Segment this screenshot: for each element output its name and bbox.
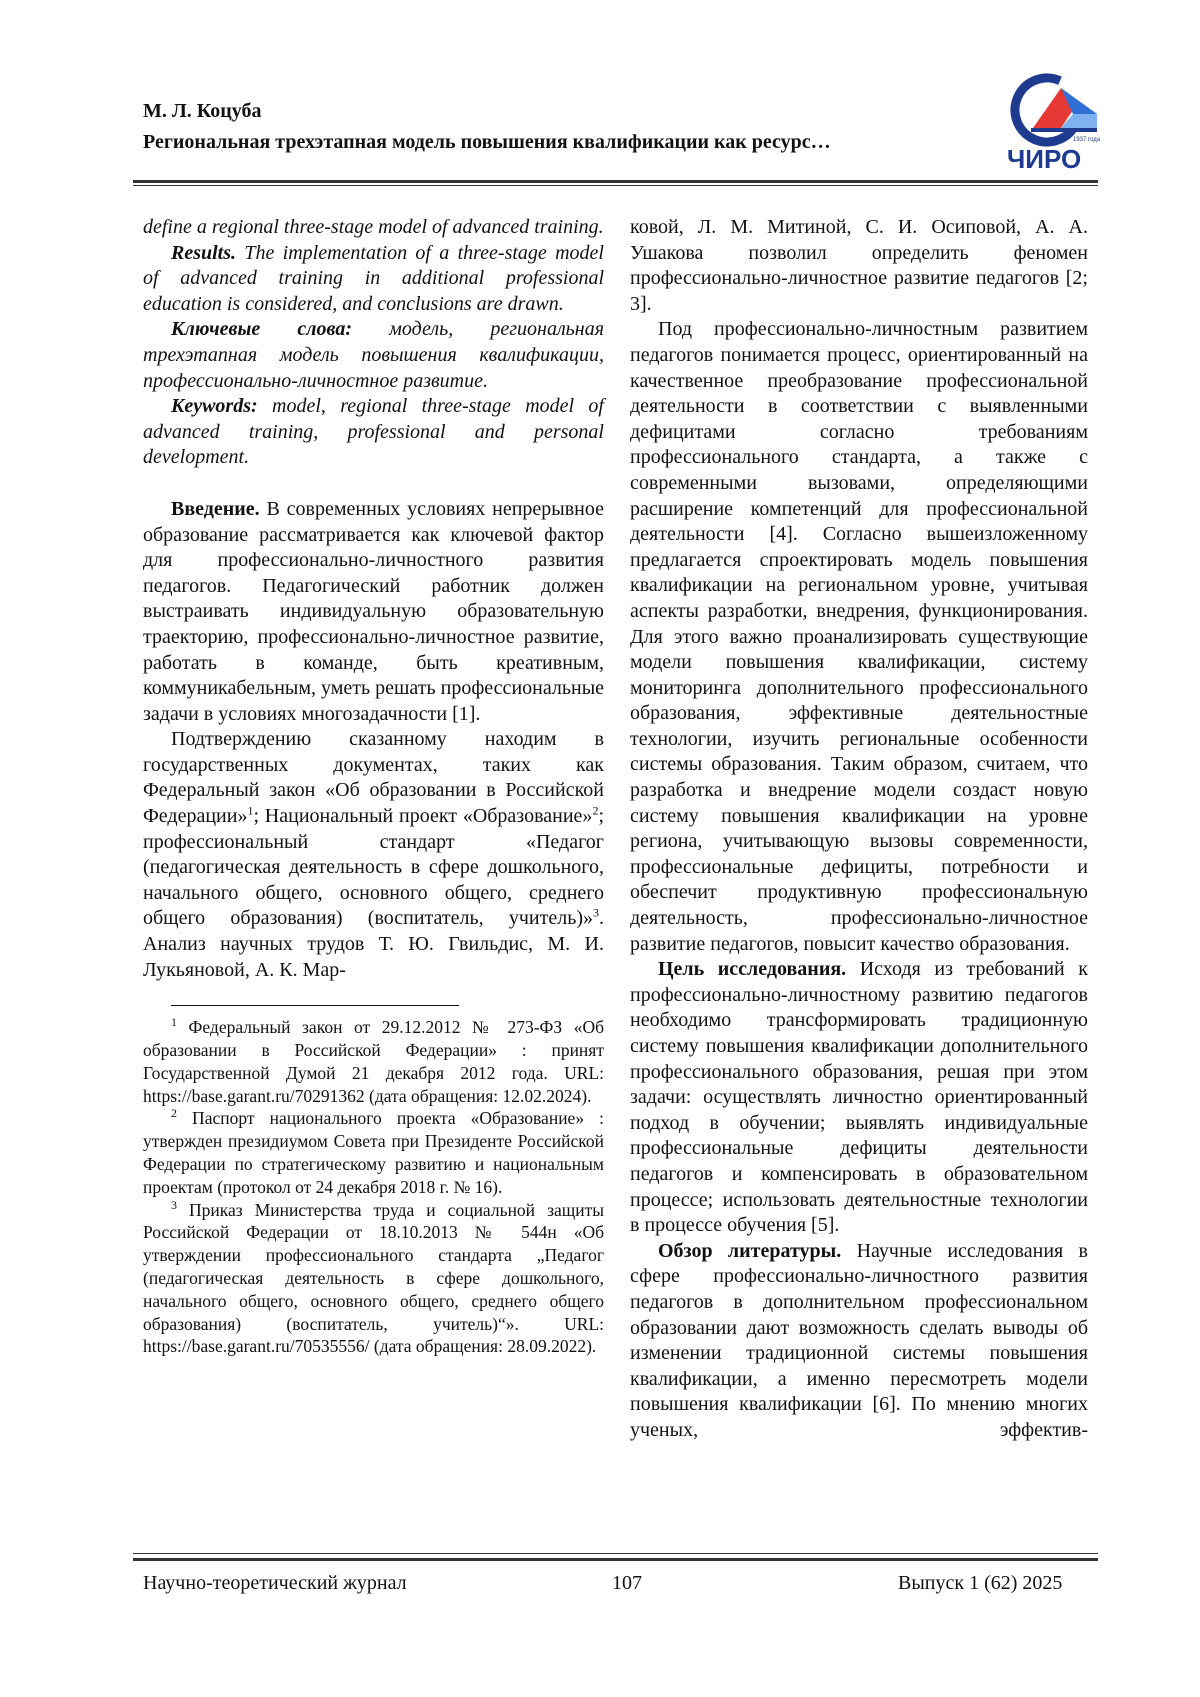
keywords-en-text: model, regional three-stage model of advanced training, professional and personal development. xyxy=(143,395,604,469)
keywords-en-label: Keywords: xyxy=(171,395,258,418)
chiro-logo-icon xyxy=(1003,70,1103,175)
footer-rule-thick xyxy=(133,1558,1098,1561)
goal-text: Исходя из требований к профессионально-личностному развитию педагогов необходимо трансформировать традиционную систему повышения квалификации дополнительного профессионального образования, решая при этом задачи: осуществлять личностно ориентированный подход в обучении; выявлять индивидуальные профессиональные дефициты деятельности педагогов и компенсировать в образовательном процессе; использовать деятельностные технологии в процессе обучения [5]. xyxy=(630,958,1088,1237)
abstract-end: define a regional three-stage model of advanced training. xyxy=(143,216,604,238)
keywords-ru-text: модель, региональная трехэтапная модель повышения квалификации, профессионально-личностное развитие. xyxy=(143,318,604,392)
goal-paragraph xyxy=(630,957,1088,1239)
footnote-2: $^2$ Паспорт национального проекта «Образование» : утвержден президиумом Совета при Президенте Российской Федерации по стратегическому развитию и национальным проектам (протокол от 24 декабря 2018 г. № 16). xyxy=(143,1106,604,1197)
right-column xyxy=(630,215,1088,1444)
footnote-separator xyxy=(171,1005,459,1006)
keywords-ru-label: Ключевые слова: xyxy=(171,318,352,341)
footer-rule-thin xyxy=(133,1553,1098,1554)
footnote-3: $^3$ Приказ Министерства труда и социальной защиты Российской Федерации от 18.10.2013 № 544н «Об утверждении профессионального стандарта „Педагог (педагогическая деятельность в сфере дошкольного, начального общего, основного общего, среднего общего образования) (воспитатель, учитель)“». URL: https://base.garant.ru/70535556/ (дата обращения: 28.09.2022). xyxy=(143,1197,604,1357)
introduction-label: Введение. xyxy=(171,497,260,520)
keywords-ru-paragraph xyxy=(143,317,604,394)
left-column xyxy=(143,215,604,1358)
confirmation-paragraph: Подтверждению сказанному находим в государственных документах, таких как Федеральный закон «Об образовании в Российской Федерации»$^1$; Национальный проект «Образование»$^2$; профессиональный стандарт «Педагог (педагогическая деятельность в сфере дошкольного, начального общего, основного общего, среднего общего образования) (воспитатель, учитель)»$^3$. Анализ научных трудов Т. Ю. Гвильдис, М. И. Лукьяновой, А. К. Мар- xyxy=(143,728,604,981)
review-text: Научные исследования в сфере профессионально-личностного развития педагогов в дополнительном профессиональном образовании дают возможность сделать выводы об изменении традиционной системы повышения квалификации, а именно пересмотреть модели повышения квалификации [6]. По мнению многих ученых, эффектив- xyxy=(630,1239,1088,1441)
chiro-logo xyxy=(1003,70,1103,175)
introduction-paragraph xyxy=(143,497,604,727)
introduction-text: В современных условиях непрерывное образование рассматривается как ключевой фактор для профессионально-личностного развития педагогов. Педагогический работник должен выстраивать индивидуальную образовательную траекторию, профессионально-личностное развитие, работать в команде, быть креативным, коммуникабельным, уметь решать профессиональные задачи в условиях многозадачности [1]. xyxy=(143,497,605,725)
review-paragraph xyxy=(630,1239,1088,1444)
page-number: 107 xyxy=(612,1572,642,1594)
definition-paragraph: Под профессионально-личностным развитием педагогов понимается процесс, ориентированный на качественное преобразование профессиональной деятельности в соответствии с выявленными дефицитами согласно требованиям профессионального стандарта, а также с современными вызовами, определяющими расширение компетенций для профессиональной деятельности [4]. Согласно вышеизложенному предлагается спроектировать модель повышения квалификации на региональном уровне, учитывая аспекты разработки, внедрения, функционирования. Для этого важно проанализировать существующие модели повышения квалификации, систему мониторинга дополнительного профессионального образования, эффективные деятельностные технологии, изучить региональные особенности системы образования. Таким образом, считаем, что разработка и внедрение модели создаст новую систему повышения квалификации на уровне региона, учитывающую вызовы современности, профессиональные дефициты, потребности и обеспечит продуктивную профессиональную деятельность, профессионально-личностное развитие педагогов, повысит качество образования. xyxy=(630,318,1088,955)
footnote-ref-3[interactable]: 3 xyxy=(593,905,599,920)
journal-name: Научно-теоретический журнал xyxy=(143,1572,407,1594)
footnote-ref-1[interactable]: 1 xyxy=(247,803,254,818)
footnote-1: $^1$ Федеральный закон от 29.12.2012 № 273-ФЗ «Об образовании в Российской Федерации» : принят Государственной Думой 21 декабря 2012 года. URL: https://base.garant.ru/70291362 (дата обращения: 12.02.2024). xyxy=(143,1015,604,1106)
goal-label: Цель исследования. xyxy=(658,958,847,981)
footnote-ref-2[interactable]: 2 xyxy=(592,803,599,818)
issue-info: Выпуск 1 (62) 2025 xyxy=(898,1572,1063,1594)
continued-paragraph: ковой, Л. М. Митиной, С. И. Осиповой, А. А. Ушакова позволил определить феномен профессионально-личностное развитие педагогов [2; 3]. xyxy=(630,216,1088,315)
results-text: The implementation of a three-stage model of advanced training in additional professional education is considered, and conclusions are drawn. xyxy=(143,241,604,315)
header-rule-thin xyxy=(133,185,1098,186)
logo-since: 1937 года xyxy=(1073,137,1101,143)
author-name: М. Л. Коцуба xyxy=(143,100,262,122)
article-title: Региональная трехэтапная модель повышения квалификации как ресурс… xyxy=(143,131,831,153)
results-label: Results. xyxy=(171,241,237,264)
keywords-en-paragraph xyxy=(143,394,604,471)
header-rule-thick xyxy=(133,180,1098,183)
review-label: Обзор литературы. xyxy=(658,1239,842,1262)
logo-text: ЧИРО xyxy=(1007,144,1082,174)
results-paragraph xyxy=(143,241,604,318)
